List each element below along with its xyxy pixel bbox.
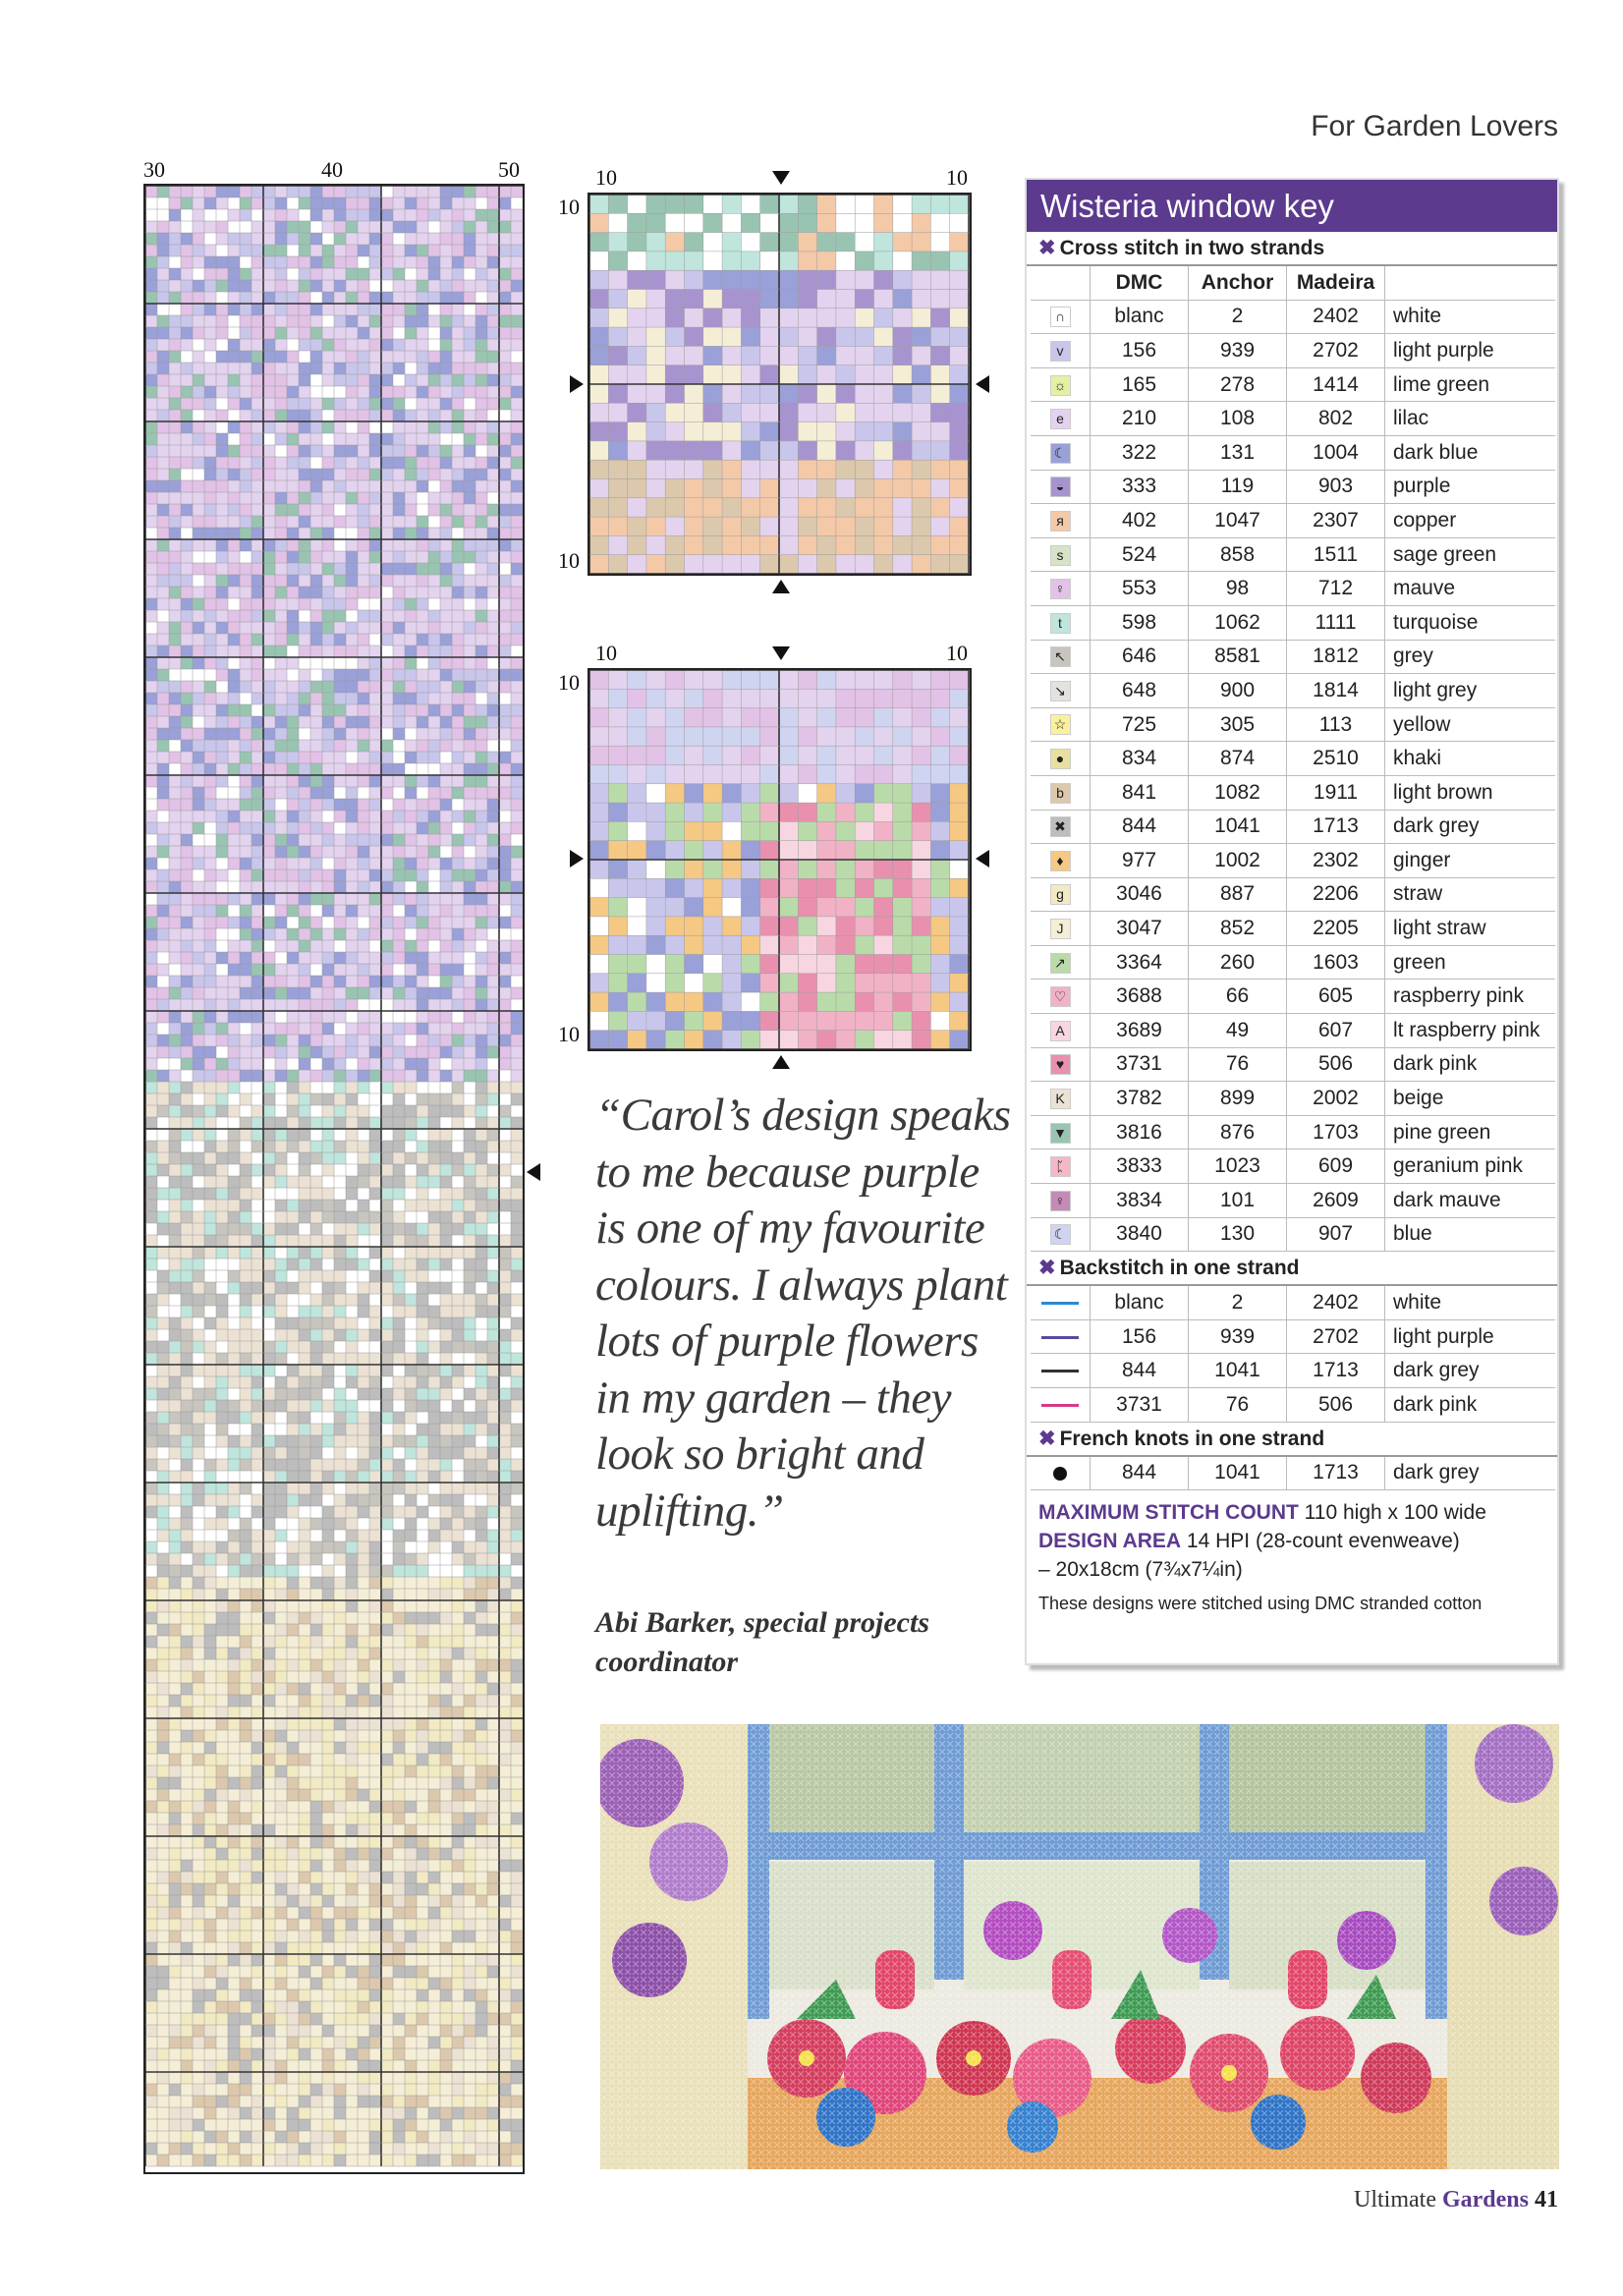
key-row: ᛈ 3833 1023 609 geranium pink — [1031, 1149, 1555, 1184]
cross-icon: ✖ — [1038, 1427, 1056, 1450]
thread-symbol-icon: я — [1050, 511, 1071, 532]
key-row: t 598 1062 1111 turquoise — [1031, 605, 1555, 640]
key-row: J 3047 852 2205 light straw — [1031, 912, 1555, 946]
key-row: ● 834 874 2510 khaki — [1031, 742, 1555, 776]
key-row: ☆ 725 305 113 yellow — [1031, 707, 1555, 742]
thread-symbol-icon: ↗ — [1050, 953, 1071, 974]
key-notes — [1027, 1490, 1557, 1626]
thread-symbol-icon: ♦ — [1050, 851, 1071, 871]
key-title: Wisteria window key — [1027, 180, 1557, 232]
chart-col-label: 50 — [498, 157, 520, 182]
backstitch-table — [1031, 1286, 1555, 1422]
chart-col-label: 10 — [595, 165, 617, 190]
thread-symbol-icon: ☾ — [1050, 443, 1071, 464]
thread-table — [1031, 266, 1555, 1252]
cross-icon: ✖ — [1038, 1257, 1056, 1280]
thread-symbol-icon: g — [1050, 884, 1071, 905]
backstitch-line-icon — [1041, 1404, 1079, 1407]
center-arrow-icon — [570, 375, 584, 393]
center-arrow-icon — [772, 580, 790, 593]
key-row: e 210 108 802 lilac — [1031, 402, 1555, 436]
key-row: ☾ 322 131 1004 dark blue — [1031, 435, 1555, 470]
thread-symbol-icon: ♡ — [1050, 986, 1071, 1007]
backstitch-row: 156 939 2702 light purple — [1031, 1319, 1555, 1354]
key-row: ✖ 844 1041 1713 dark grey — [1031, 810, 1555, 844]
bottom-small-chart — [588, 668, 972, 1051]
backstitch-line-icon — [1041, 1370, 1079, 1372]
backstitch-line-icon — [1041, 1302, 1079, 1305]
french-knot-row: 844 1041 1713 dark grey — [1031, 1457, 1555, 1490]
chart-col-label: 30 — [143, 157, 165, 182]
thread-symbol-icon: ▼ — [1050, 1123, 1071, 1144]
magazine-name-bold: Gardens — [1441, 2187, 1529, 2212]
thread-key-panel — [1025, 178, 1559, 1665]
thread-symbol-icon: J — [1050, 919, 1071, 939]
stitched-design-photo — [600, 1724, 1559, 2169]
thread-symbol-icon: K — [1050, 1089, 1071, 1109]
table-header-row — [1031, 266, 1555, 300]
thread-symbol-icon: ∩ — [1050, 307, 1071, 327]
cross-icon: ✖ — [1038, 237, 1056, 259]
key-row: g 3046 887 2206 straw — [1031, 877, 1555, 912]
chart-col-label: 10 — [946, 641, 968, 665]
chart-col-label: 10 — [946, 165, 968, 190]
backstitch-section-label: ✖ Backstitch in one strand — [1027, 1252, 1557, 1286]
center-arrow-icon — [976, 850, 989, 868]
pull-quote: “Carol’s design speaks to me because purple is one of my favourite colours. I always plant lots of purple flowers in my garden – they look so bright and uplifting.” — [595, 1090, 1011, 1537]
col-madeira-header: Madeira — [1287, 266, 1385, 300]
thread-symbol-icon: ♥ — [1050, 1054, 1071, 1075]
thread-symbol-icon: ♀ — [1050, 1191, 1071, 1211]
key-row: K 3782 899 2002 beige — [1031, 1082, 1555, 1116]
section-title: For Garden Lovers — [1311, 110, 1558, 142]
magazine-name: Ultimate — [1354, 2187, 1436, 2212]
key-row: ♥ 3731 76 506 dark pink — [1031, 1047, 1555, 1082]
chart-row-label: 10 — [558, 1022, 580, 1046]
page-footer — [1258, 2187, 1558, 2213]
center-arrow-icon — [772, 1055, 790, 1069]
thread-symbol-icon: ● — [1050, 749, 1071, 769]
key-row: ♀ 3834 101 2609 dark mauve — [1031, 1184, 1555, 1218]
thread-symbol-icon: ↖ — [1050, 646, 1071, 667]
col-anchor-header: Anchor — [1189, 266, 1287, 300]
key-row: v 156 939 2702 light purple — [1031, 334, 1555, 368]
key-row: ♀ 553 98 712 mauve — [1031, 572, 1555, 606]
thread-symbol-icon: s — [1050, 545, 1071, 566]
thread-symbol-icon: e — [1050, 409, 1071, 429]
key-row: b 841 1082 1911 light brown — [1031, 775, 1555, 810]
cross-stitch-section-label: ✖ Cross stitch in two strands — [1027, 232, 1557, 266]
center-arrow-icon — [772, 171, 790, 185]
thread-symbol-icon: ◒ — [1050, 476, 1071, 497]
key-row: A 3689 49 607 lt raspberry pink — [1031, 1014, 1555, 1048]
thread-symbol-icon: ☆ — [1050, 714, 1071, 735]
key-row: ◒ 333 119 903 purple — [1031, 470, 1555, 504]
key-row: ↗ 3364 260 1603 green — [1031, 945, 1555, 980]
thread-symbol-icon: A — [1050, 1021, 1071, 1041]
key-row: ∩ blanc 2 2402 white — [1031, 300, 1555, 334]
backstitch-line-icon — [1041, 1336, 1079, 1339]
chart-col-label: 10 — [595, 641, 617, 665]
chart-row-label: 10 — [558, 195, 580, 219]
center-arrow-icon — [772, 646, 790, 660]
page-number: 41 — [1535, 2187, 1558, 2212]
thread-symbol-icon: ☼ — [1050, 375, 1071, 396]
backstitch-row: blanc 2 2402 white — [1031, 1286, 1555, 1319]
col-dmc-header: DMC — [1091, 266, 1189, 300]
thread-symbol-icon: t — [1050, 613, 1071, 634]
key-row: ♡ 3688 66 605 raspberry pink — [1031, 980, 1555, 1014]
thread-symbol-icon: b — [1050, 783, 1071, 804]
key-row: ☾ 3840 130 907 blue — [1031, 1217, 1555, 1252]
main-cross-stitch-chart — [143, 184, 525, 2174]
thread-symbol-icon: ✖ — [1050, 816, 1071, 837]
backstitch-row: 3731 76 506 dark pink — [1031, 1388, 1555, 1423]
chart-row-label: 10 — [558, 548, 580, 573]
french-knot-icon — [1053, 1467, 1067, 1481]
french-knot-table — [1031, 1457, 1555, 1491]
key-row: ☼ 165 278 1414 lime green — [1031, 367, 1555, 402]
thread-symbol-icon: ↘ — [1050, 681, 1071, 701]
thread-note: These designs were stitched using DMC stranded cotton — [1038, 1594, 1483, 1614]
french-knot-section-label: ✖ French knots in one strand — [1027, 1423, 1557, 1457]
key-row: s 524 858 1511 sage green — [1031, 537, 1555, 572]
key-row: ♦ 977 1002 2302 ginger — [1031, 844, 1555, 878]
top-small-chart — [588, 193, 972, 576]
thread-symbol-icon: ☾ — [1050, 1224, 1071, 1245]
key-row: ▼ 3816 876 1703 pine green — [1031, 1115, 1555, 1149]
chart-row-label: 10 — [558, 670, 580, 695]
center-arrow-icon — [570, 850, 584, 868]
center-arrow-icon — [527, 1163, 540, 1181]
thread-symbol-icon: ♀ — [1050, 579, 1071, 599]
max-stitch-count: MAXIMUM STITCH COUNT 110 high x 100 wide — [1038, 1501, 1486, 1525]
chart-col-label: 40 — [321, 157, 343, 182]
quote-credit: Abi Barker, special projects coordinator — [595, 1606, 929, 1678]
design-size: – 20x18cm (7¾x7¼in) — [1038, 1558, 1243, 1582]
key-row: ↘ 648 900 1814 light grey — [1031, 674, 1555, 708]
thread-symbol-icon: ᛈ — [1050, 1156, 1071, 1177]
backstitch-row: 844 1041 1713 dark grey — [1031, 1354, 1555, 1388]
thread-symbol-icon: v — [1050, 341, 1071, 362]
center-arrow-icon — [976, 375, 989, 393]
key-row: я 402 1047 2307 copper — [1031, 504, 1555, 538]
key-row: ↖ 646 8581 1812 grey — [1031, 640, 1555, 674]
design-area: DESIGN AREA 14 HPI (28-count evenweave) — [1038, 1530, 1460, 1553]
